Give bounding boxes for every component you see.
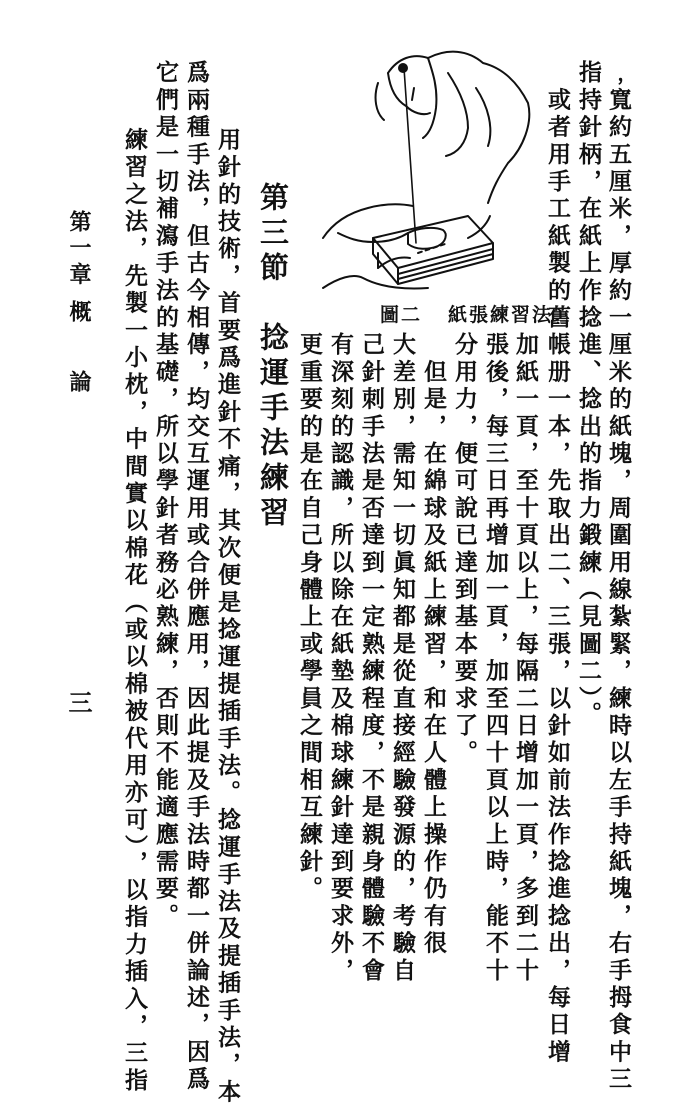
figure-caption-text: 紙張練習法 bbox=[448, 304, 554, 326]
text-column: 它們是一切補瀉手法的基礎，所以學針者務必熟練，否則不能適應需要。 bbox=[152, 60, 179, 931]
page-number: 三 bbox=[64, 690, 93, 719]
text-column: 有深刻的認識，所以除在紙墊及棉球練針達到要求外， bbox=[327, 332, 354, 985]
chapter-title-char: 論 bbox=[66, 370, 92, 397]
text-column: 或者用手工紙製的舊帳册一本，先取出二、三張，以針如前法作捻進捻出，每日增 bbox=[544, 60, 571, 1067]
text-column: 更重要的是在自己身體上或學員之間相互練針。 bbox=[296, 332, 323, 904]
text-column: 練習之法，先製一小枕，中間實以棉花（或以棉被代用亦可），以指力插入，三指 bbox=[121, 100, 148, 1095]
figure-caption-number: 圖二 bbox=[380, 304, 423, 326]
chapter-title-char: 概 bbox=[66, 300, 92, 327]
text-column: ﹐寬約五厘米，厚約一厘米的紙塊，周圍用線紮緊，練時以左手持紙塊，右手拇食中三 bbox=[605, 60, 632, 1094]
text-column: 指持針柄，在紙上作捻進、捻出的指力鍛練（見圖二）。 bbox=[575, 60, 602, 729]
chapter-label: 第一章 bbox=[66, 210, 92, 289]
figure-caption bbox=[380, 300, 553, 327]
section-heading: 第三節 捻運手法練習 bbox=[256, 182, 290, 532]
text-column: 爲兩種手法，但古今相傳，均交互運用或合併應用，因此提及手法時都一併論述，因爲 bbox=[183, 60, 210, 1094]
text-column: 己針刺手法是否達到一定熟練程度，不是親身體驗不會 bbox=[358, 332, 385, 985]
text-column: 大差別，需知一切眞知都是從直接經驗發源的，考驗自 bbox=[389, 332, 416, 985]
text-column: 但是，在綿球及紙上練習，和在人體上操作仍有很 bbox=[420, 332, 447, 958]
paper-practice-illustration bbox=[318, 28, 568, 330]
text-column: 用針的技術，首要爲進針不痛，其次便是捻運提插手法。捻運手法及提插手法，本 bbox=[214, 100, 241, 1106]
text-column: 分用力，便可說已達到基本要求了。 bbox=[451, 332, 478, 768]
text-column: 張後，每三日再增加一頁，加至四十頁以上時，能不十 bbox=[482, 332, 509, 985]
text-column: 加紙一頁，至十頁以上，每隔二日增加一頁，多到二十 bbox=[512, 332, 539, 985]
